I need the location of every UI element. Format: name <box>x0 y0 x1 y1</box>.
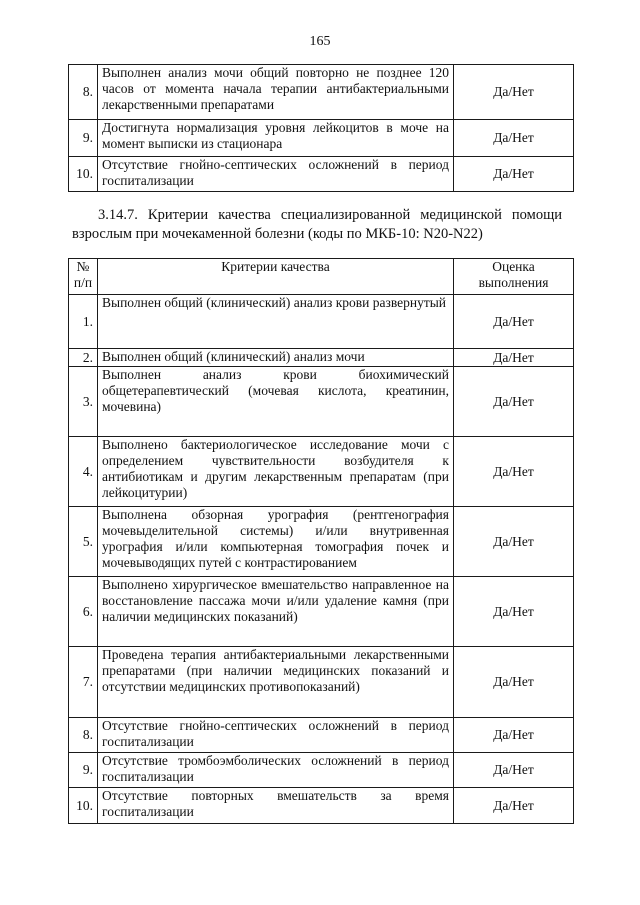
page-number: 165 <box>309 34 331 49</box>
quality-criteria-table <box>68 258 574 824</box>
row-number: 8. <box>69 65 98 120</box>
previous-criteria-table <box>68 64 574 192</box>
column-header-evaluation: Оценка выполнения <box>454 259 574 295</box>
row-number: 2. <box>69 349 98 367</box>
criterion-text: Выполнен анализ мочи общий повторно не позднее 120 часов от момента начала терапии антибактериальными лекарственными препаратами <box>98 65 454 120</box>
evaluation-cell: Да/Нет <box>454 349 574 367</box>
row-number: 7. <box>69 647 98 718</box>
row-number: 1. <box>69 295 98 349</box>
table-row <box>69 120 574 157</box>
criterion-text: Выполнен общий (клинический) анализ мочи <box>98 349 454 367</box>
table-row <box>69 367 574 437</box>
criterion-text: Отсутствие повторных вмешательств за время госпитализации <box>98 788 454 824</box>
table-row <box>69 788 574 824</box>
evaluation-cell: Да/Нет <box>454 367 574 437</box>
table-row <box>69 65 574 120</box>
row-number: 9. <box>69 753 98 788</box>
table-row <box>69 753 574 788</box>
row-number: 9. <box>69 120 98 157</box>
evaluation-cell: Да/Нет <box>454 788 574 824</box>
row-number: 10. <box>69 788 98 824</box>
table-row <box>69 577 574 647</box>
evaluation-cell: Да/Нет <box>454 120 574 157</box>
row-number: 5. <box>69 507 98 577</box>
column-header-number: № п/п <box>69 259 98 295</box>
row-number: 10. <box>69 157 98 192</box>
evaluation-cell: Да/Нет <box>454 718 574 753</box>
column-header-criteria: Критерии качества <box>98 259 454 295</box>
evaluation-cell: Да/Нет <box>454 295 574 349</box>
evaluation-cell: Да/Нет <box>454 157 574 192</box>
evaluation-cell: Да/Нет <box>454 647 574 718</box>
criterion-text: Отсутствие гнойно-септических осложнений в период госпитализации <box>98 157 454 192</box>
table-row <box>69 507 574 577</box>
criterion-text: Достигнута нормализация уровня лейкоцитов в моче на момент выписки из стационара <box>98 120 454 157</box>
criterion-text: Выполнен общий (клинический) анализ крови развернутый <box>98 295 454 349</box>
criterion-text: Проведена терапия антибактериальными лекарственными препаратами (при наличии медицинских показаний и отсутствии медицинских противопоказаний) <box>98 647 454 718</box>
criterion-text: Выполнено хирургическое вмешательство направленное на восстановление пассажа мочи и/или удаление камня (при наличии медицинских показаний) <box>98 577 454 647</box>
evaluation-cell: Да/Нет <box>454 507 574 577</box>
criterion-text: Отсутствие гнойно-септических осложнений в период госпитализации <box>98 718 454 753</box>
table-row <box>69 718 574 753</box>
table-row <box>69 157 574 192</box>
evaluation-cell: Да/Нет <box>454 753 574 788</box>
evaluation-cell: Да/Нет <box>454 577 574 647</box>
table-row <box>69 295 574 349</box>
section-title: 3.14.7. Критерии качества специализированной медицинской помощи взрослым при мочекаменной болезни (коды по МКБ-10: N20-N22) <box>72 207 562 242</box>
row-number: 6. <box>69 577 98 647</box>
row-number: 8. <box>69 718 98 753</box>
table-row <box>69 349 574 367</box>
criterion-text: Выполнено бактериологическое исследование мочи с определением чувствительности возбудителя к антибиотикам и другим лекарственным препаратам (при лейкоцитурии) <box>98 437 454 507</box>
evaluation-cell: Да/Нет <box>454 437 574 507</box>
criterion-text: Выполнен анализ крови биохимический общетерапевтический (мочевая кислота, креатинин, мочевина) <box>98 367 454 437</box>
criterion-text: Выполнена обзорная урография (рентгенография мочевыделительной системы) и/или внутривенная урография и/или компьютерная томография почек и мочевыводящих путей с контрастированием <box>98 507 454 577</box>
table-row <box>69 437 574 507</box>
criterion-text: Отсутствие тромбоэмболических осложнений в период госпитализации <box>98 753 454 788</box>
row-number: 3. <box>69 367 98 437</box>
evaluation-cell: Да/Нет <box>454 65 574 120</box>
table-header-row <box>69 259 574 295</box>
table-row <box>69 647 574 718</box>
row-number: 4. <box>69 437 98 507</box>
